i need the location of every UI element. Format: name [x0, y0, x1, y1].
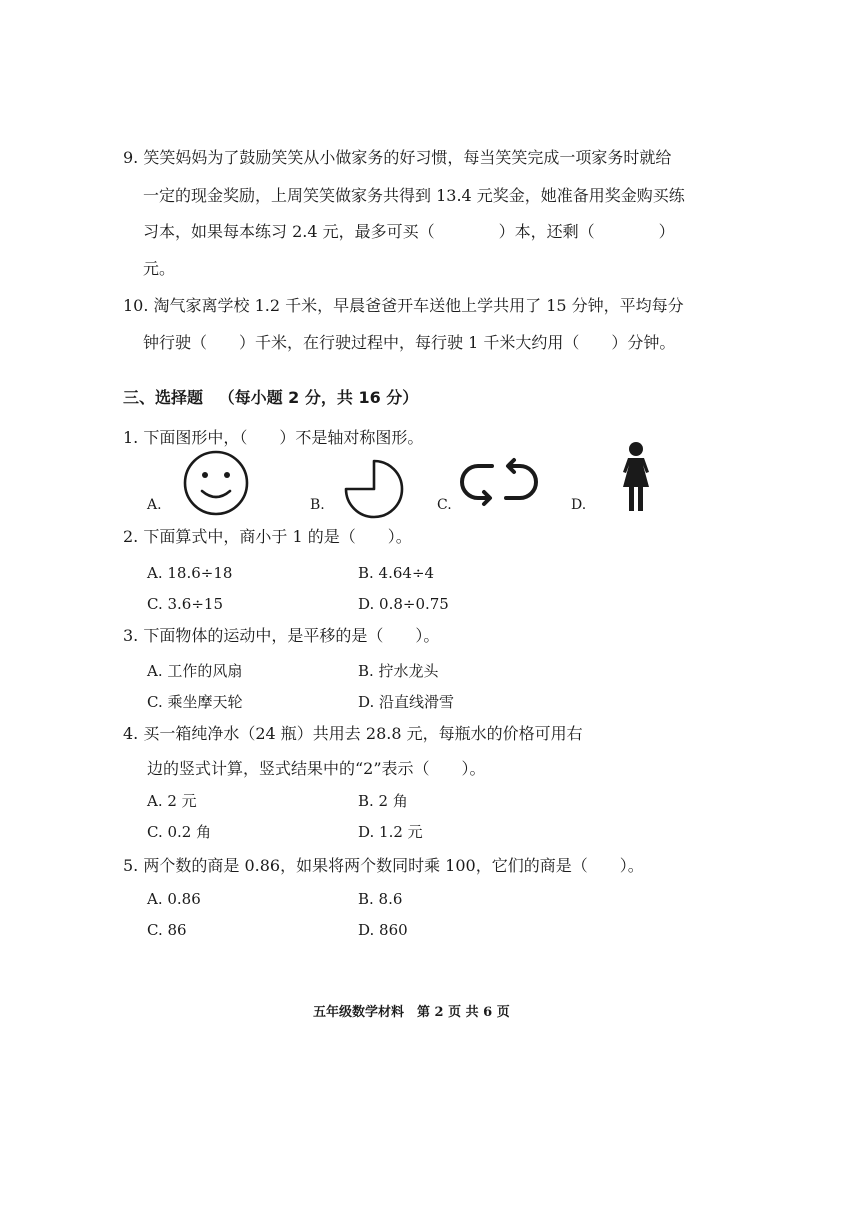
c5-option-d: D. 860	[358, 921, 408, 939]
c2-stem: 2. 下面算式中，商小于 1 的是（ ）。	[123, 527, 412, 546]
c3-option-a: A. 工作的风扇	[147, 662, 243, 680]
c2-option-b: B. 4.64÷4	[358, 564, 435, 582]
c2-option-c: C. 3.6÷15	[147, 595, 223, 613]
q10-line-1: 10. 淘气家离学校 1.2 千米，早晨爸爸开车送他上学共用了 15 分钟，平均每分	[123, 296, 684, 315]
c1-label-a: A.	[147, 497, 162, 513]
smiley-face-icon	[182, 449, 250, 517]
c3-option-c: C. 乘坐摩天轮	[147, 693, 243, 711]
c2-option-a: A. 18.6÷18	[147, 564, 233, 582]
c5-option-b: B. 8.6	[358, 890, 403, 908]
page-footer: 五年级数学材料 第 2 页 共 6 页	[313, 1005, 510, 1020]
section-heading	[123, 388, 418, 408]
c4-stem-line-2: 边的竖式计算，竖式结果中的“2”表示（ ）。	[147, 759, 486, 778]
c3-stem: 3. 下面物体的运动中，是平移的是（ ）。	[123, 626, 440, 645]
c4-stem-line-1: 4. 买一箱纯净水（24 瓶）共用去 28.8 元，每瓶水的价格可用右	[123, 724, 583, 743]
c1-label-c: C.	[437, 497, 452, 513]
section-note: （每小题 2 分，共 16 分）	[218, 388, 419, 407]
c4-option-b: B. 2 角	[358, 792, 408, 810]
c2-option-d: D. 0.8÷0.75	[358, 595, 449, 613]
loop-arrows-icon	[458, 452, 540, 516]
section-title: 三、选择题	[123, 388, 204, 407]
q9-line-1: 9. 笑笑妈妈为了鼓励笑笑从小做家务的好习惯，每当笑笑完成一项家务时就给	[123, 148, 672, 167]
c5-option-c: C. 86	[147, 921, 187, 939]
circle-sector-icon	[343, 458, 405, 520]
q10-line-2: 钟行驶（ ）千米，在行驶过程中，每行驶 1 千米大约用（ ）分钟。	[143, 333, 676, 352]
c3-option-d: D. 沿直线滑雪	[358, 693, 455, 711]
c4-option-d: D. 1.2 元	[358, 823, 423, 841]
q9-line-3: 习本，如果每本练习 2.4 元，最多可买（ ）本，还剩（ ）	[143, 222, 675, 241]
c4-option-a: A. 2 元	[147, 792, 197, 810]
c1-label-b: B.	[310, 497, 325, 513]
c5-stem: 5. 两个数的商是 0.86，如果将两个数同时乘 100，它们的商是（ ）。	[123, 856, 644, 875]
c4-option-c: C. 0.2 角	[147, 823, 212, 841]
c1-label-d: D.	[571, 497, 587, 513]
c3-option-b: B. 拧水龙头	[358, 662, 439, 680]
woman-figure-icon	[616, 441, 656, 513]
q9-line-2: 一定的现金奖励，上周笑笑做家务共得到 13.4 元奖金，她准备用奖金购买练	[143, 186, 685, 205]
q9-line-4: 元。	[143, 259, 176, 278]
c1-stem: 1. 下面图形中，（ ）不是轴对称图形。	[123, 428, 424, 447]
c5-option-a: A. 0.86	[147, 890, 201, 908]
